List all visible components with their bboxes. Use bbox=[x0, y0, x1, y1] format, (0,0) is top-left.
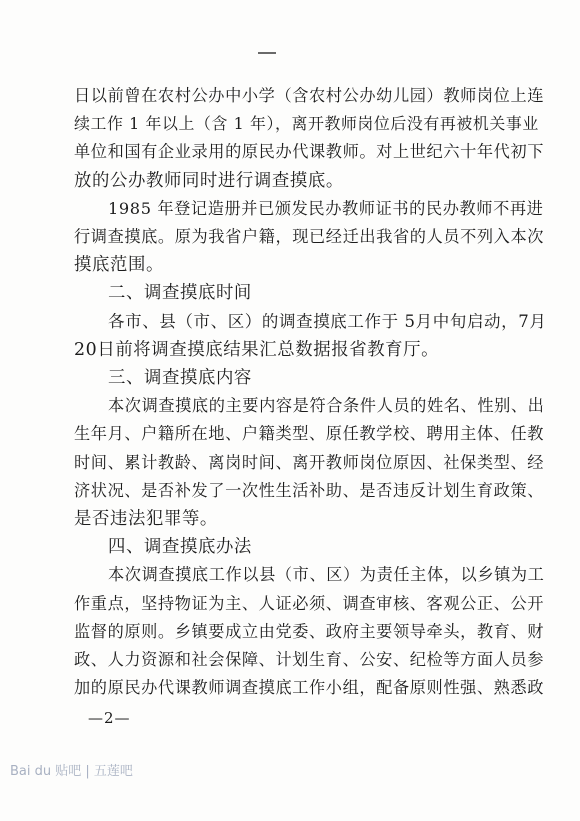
body-line: 1985 年登记造册并已颁发民办教师证书的民办教师不再进 bbox=[108, 198, 544, 218]
body-line: 生年月、户籍所在地、户籍类型、原任教学校、聘用主体、任教 bbox=[74, 424, 545, 444]
body-line: 是否违法犯罪等。 bbox=[74, 509, 218, 529]
body-line: 本次调查摸底工作以县（市、区）为责任主体，以乡镇为工 bbox=[108, 565, 545, 585]
body-line: 日以前曾在农村公办中小学（含农村公办幼儿园）教师岗位上连 bbox=[74, 86, 545, 105]
body-line: 作重点，坚持物证为主、人证必须、调查审核、客观公正、公开 bbox=[74, 593, 545, 613]
body-line: 政、人力资源和社会保障、计划生育、公安、纪检等方面人员参 bbox=[74, 650, 545, 669]
top-mark bbox=[258, 52, 276, 54]
body-line: 加的原民办代课教师调查摸底工作小组，配备原则性强、熟悉政 bbox=[74, 678, 545, 698]
body-line: 行调查摸底。原为我省户籍，现已经迁出我省的人员不列入本次 bbox=[74, 227, 545, 246]
section-heading: 二、调查摸底时间 bbox=[108, 283, 252, 304]
body-line: 济状况、是否补发了一次性生活补助、是否违反计划生育政策、 bbox=[74, 480, 545, 500]
watermark-logo: Bai du 贴吧 | 五莲吧 bbox=[10, 764, 133, 779]
body-line: 放的公办教师同时进行调查摸底。 bbox=[74, 170, 344, 191]
section-heading: 三、调查摸底内容 bbox=[108, 368, 252, 388]
page-number: —2— bbox=[88, 709, 131, 727]
body-line: 本次调查摸底的主要内容是符合条件人员的姓名、性别、出 bbox=[108, 396, 545, 416]
body-line: 各市、县（市、区）的调查摸底工作于 5月中旬启动，7月 bbox=[108, 311, 547, 331]
body-line: 20日前将调查摸底结果汇总数据报省教育厅。 bbox=[74, 339, 440, 360]
body-line: 监督的原则。乡镇要成立由党委、政府主要领导牵头，教育、财 bbox=[74, 621, 545, 641]
body-line: 时间、累计教龄、离岗时间、离开教师岗位原因、社保类型、经 bbox=[74, 452, 545, 472]
body-line: 单位和国有企业录用的原民办代课教师。对上世纪六十年代初下 bbox=[74, 142, 545, 162]
section-heading: 四、调查摸底办法 bbox=[108, 537, 252, 558]
body-line: 续工作 1 年以上（含 1 年），离开教师岗位后没有再被机关事业 bbox=[74, 114, 539, 134]
body-line: 摸底范围。 bbox=[74, 255, 164, 276]
